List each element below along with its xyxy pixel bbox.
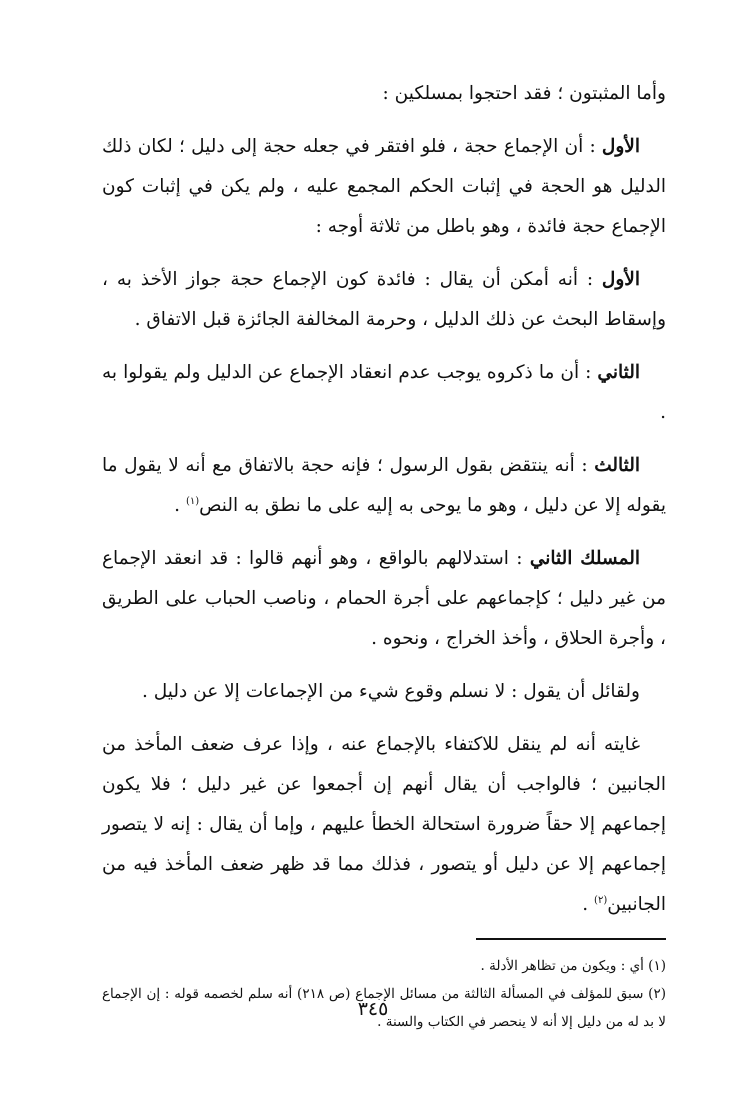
paragraph-text: : استدلالهم بالواقع ، وهو أنهم قالوا : قد انعقد الإجماع من غير دليل ؛ كإجماعهم على أجرة الحمام ، وناصب الحباب على الطريق ، وأجرة الحلاق ، وأخذ الخراج ، ونحوه .: [102, 548, 666, 649]
footnote-1: (١) أي : ويكون من تظاهر الأدلة .: [480, 958, 666, 974]
footnote-ref: (٢): [594, 894, 608, 906]
paragraph-text: : أن ما ذكروه يوجب عدم انعقاد الإجماع عن الدليل ولم يقولوا به .: [102, 362, 666, 423]
paragraph-text: : أن الإجماع حجة ، فلو افتقر في جعله حجة إلى دليل ؛ لكان ذلك الدليل هو الحجة في إثبات الحكم المجمع عليه ، ولم يكن في إثبات كون الإجماع حجة فائدة ، وهو باطل من ثلاثة أوجه :: [102, 136, 666, 237]
paragraph-objection: [102, 672, 666, 712]
paragraph-lead: الأول: [601, 136, 640, 157]
paragraph-rebuttal-two: [102, 353, 666, 433]
paragraph-lead: المسلك الثاني: [529, 548, 640, 569]
footnote-ref: (١): [185, 495, 200, 507]
paragraph-second-path: [102, 539, 666, 659]
paragraph-text: غايته أنه لم ينقل للاكتفاء بالإجماع عنه ، وإذا عرف ضعف المأخذ من الجانبين ؛ فالواجب أن يقال أنهم إن أجمعوا عن غير دليل ؛ فلا يكون إجماعهم إلا حقاً ضرورة استحالة الخطأ عليهم ، وإما أن يقال : إنه لا يتصور إجماعهم إلا عن دليل أو يتصور ، فذلك مما قد ظهر ضعف المأخذ فيه من الجانبين: [102, 734, 666, 915]
paragraph-conclusion: غايته أنه لم ينقل للاكتفاء بالإجماع عنه ، وإذا عرف ضعف المأخذ من الجانبين ؛ فالواجب أن يقال أنهم إن أجمعوا عن غير دليل ؛ فلا يكون إجماعهم إلا حقاً ضرورة استحالة الخطأ عليهم ، وإما أن يقال : إنه لا يتصور إجماعهم إلا عن دليل أو يتصور ، فذلك مما قد ظهر ضعف المأخذ فيه من الجانبين$^{(٢)}$ .: [102, 734, 666, 915]
paragraph-rebuttal-three: الثالث : أنه ينتقض بقول الرسول ؛ فإنه حجة بالاتفاق مع أنه لا يقول ما يقوله إلا عن دليل ، وهو ما يوحى به إليه على ما نطق به النص$^{(١)}$ .: [102, 455, 666, 516]
footnote-divider: [476, 938, 666, 940]
paragraph-text: : أنه أمكن أن يقال : فائدة كون الإجماع حجة جواز الأخذ به ، وإسقاط البحث عن ذلك الدليل ، وحرمة المخالفة الجائزة قبل الاتفاق .: [102, 269, 666, 330]
paragraph-text: ولقائل أن يقول : لا نسلم وقوع شيء من الإجماعات إلا عن دليل .: [142, 681, 640, 702]
paragraph-rebuttal-one: [102, 260, 666, 340]
paragraph-intro: [102, 74, 666, 114]
paragraph-first-argument: [102, 127, 666, 247]
page-number: ٣٤٥: [357, 998, 389, 1020]
paragraph-lead: الثاني: [597, 362, 640, 383]
paragraph-lead: الثالث: [594, 455, 640, 476]
footnote-2: (٢) سبق للمؤلف في المسألة الثالثة من مسائل الإجماع (ص ٢١٨) أنه سلم لخصمه قوله : إن الإجماع لا بد له من دليل إلا أنه لا ينحصر في الكتاب والسنة .: [102, 986, 666, 1030]
paragraph-text: : أنه ينتقض بقول الرسول ؛ فإنه حجة بالاتفاق مع أنه لا يقول ما يقوله إلا عن دليل ، وهو ما يوحى به إليه على ما نطق به النص: [102, 455, 666, 516]
paragraph-lead: الأول: [601, 269, 640, 290]
paragraph-text: وأما المثبتون ؛ فقد احتجوا بمسلكين :: [382, 83, 666, 104]
